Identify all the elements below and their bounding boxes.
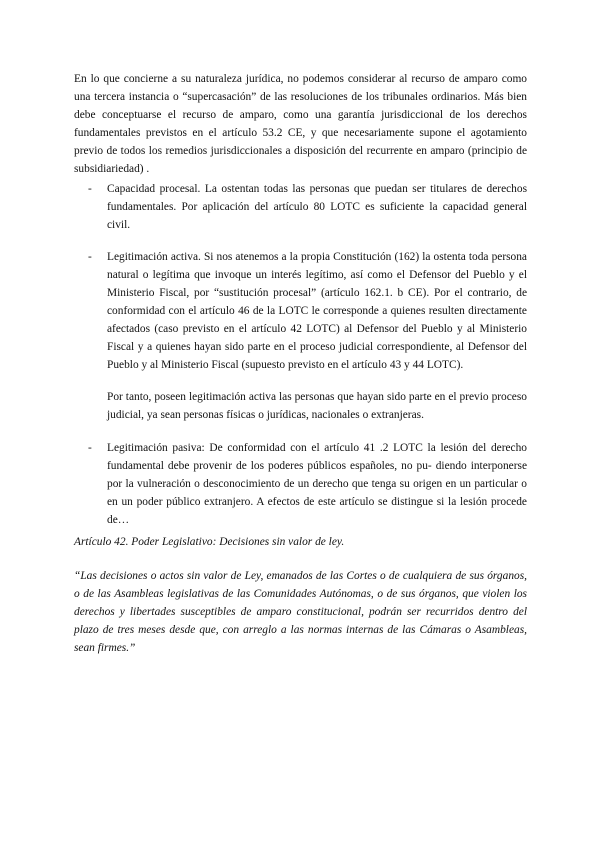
bullet-marker: - <box>88 442 92 454</box>
legitimacion-activa-followup: Por tanto, poseen legitimación activa las personas que hayan sido parte en el previo proceso judicial, ya sean personas físicas o jurídicas, nacionales o extranjeras. <box>107 391 527 421</box>
bullet-legitimacion-activa: Legitimación activa. Si nos atenemos a la propia Constitución (162) la ostenta toda persona natural o legítima que invoque un interés legítimo, así como el Defensor del Pueblo y el Ministerio Fiscal, por “sustitución procesal” (artículo 162.1. b CE). Por el contrario, de conformidad con el artículo 46 de la LOTC le corresponde a quienes resulten directamente afectados (caso previsto en el artículo 42 LOTC) al Defensor del Pueblo y al Ministerio Fiscal y a quienes hayan sido parte en el proceso judicial correspondiente, al Defensor del Pueblo y al Ministerio Fiscal (supuesto previsto en el artículo 43 y 44 LOTC). <box>107 251 527 371</box>
bullet-marker: - <box>88 251 92 263</box>
bullet-capacidad-procesal: Capacidad procesal. La ostentan todas las personas que puedan ser titulares de derechos fundamentales. Por aplicación del artículo 80 LOTC es suficiente la capacidad general civil. <box>107 183 527 231</box>
intro-paragraph: En lo que concierne a su naturaleza jurídica, no podemos considerar al recurso de amparo como una tercera instancia o “supercasación” de las resoluciones de los tribunales ordinarios. Más bien debe conceptuarse el recurso de amparo, como una garantía jurisdiccional de los derechos fundamentales previstos en el artículo 53.2 CE, y que necesariamente supone el agotamiento previo de todos los remedios jurisdiccionales a disposición del recurrente en amparo (principio de subsidiariedad) . <box>74 73 527 175</box>
article-quote: “Las decisiones o actos sin valor de Ley, emanados de las Cortes o de cualquiera de sus órganos, o de las Asambleas legislativas de las Comunidades Autónomas, o de sus órganos, que violen los derechos y libertades susceptibles de amparo constitucional, podrán ser recurridos dentro del plazo de tres meses desde que, con arreglo a las normas internas de las Cámaras o Asambleas, sean firmes.” <box>74 570 527 654</box>
article-heading: Artículo 42. Poder Legislativo: Decisiones sin valor de ley. <box>74 536 345 548</box>
bullet-legitimacion-pasiva: Legitimación pasiva: De conformidad con el artículo 41 .2 LOTC la lesión del derecho fundamental debe provenir de los poderes públicos españoles, no pu- diendo interponerse por la vulneración o desconocimiento de un derecho que tenga su origen en un particular o en un poder público extranjero. A efectos de este artículo se distingue si la lesión procede de… <box>107 442 527 526</box>
bullet-marker: - <box>88 183 92 195</box>
